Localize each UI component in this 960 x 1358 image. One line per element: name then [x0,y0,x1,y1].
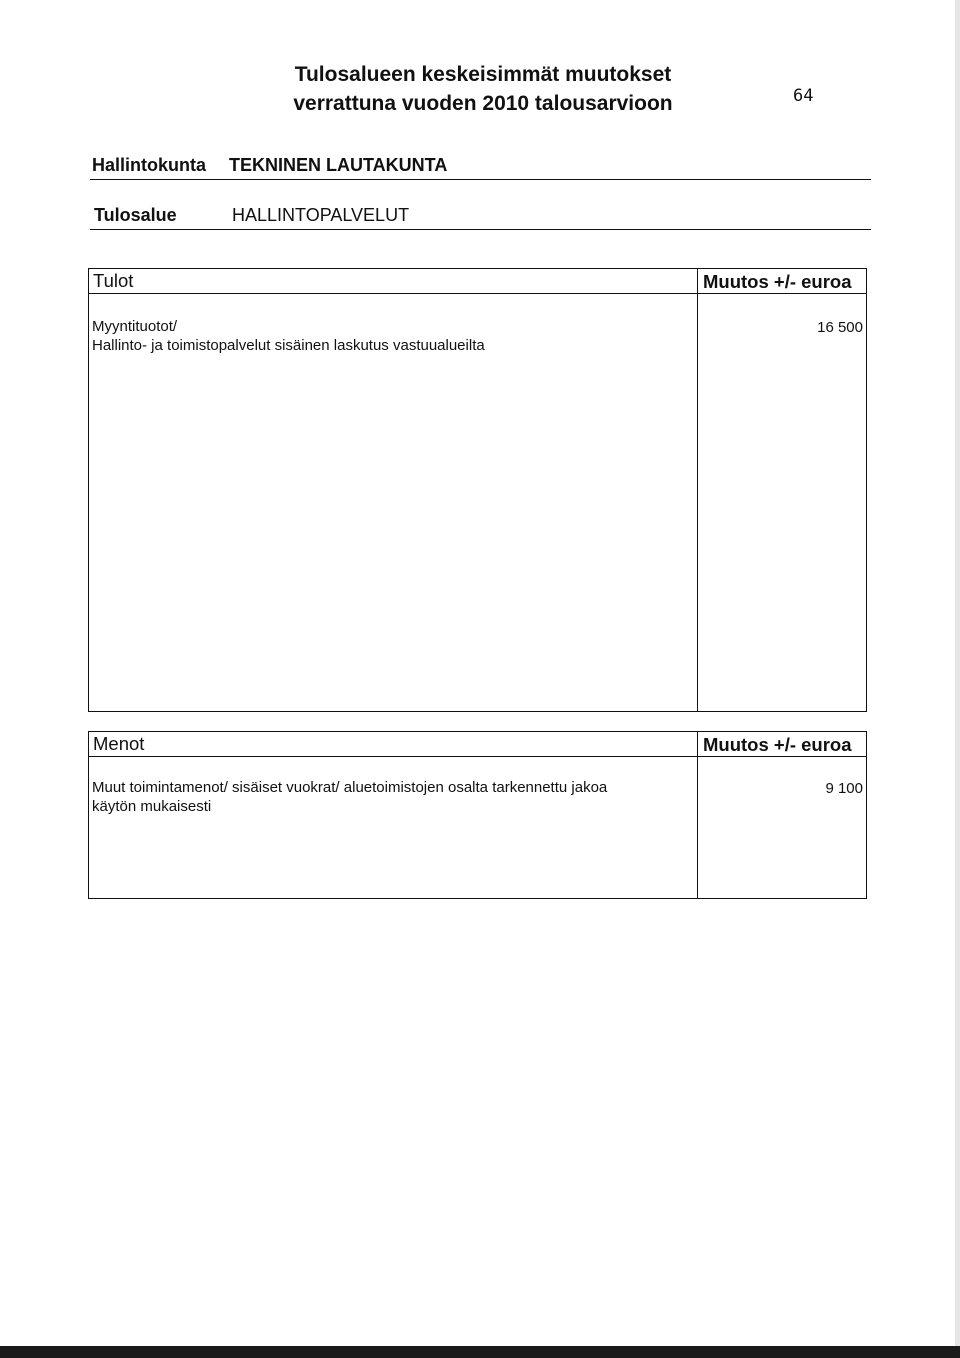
tulosalue-value: HALLINTOPALVELUT [232,205,410,225]
tulot-column-rule [697,269,698,711]
tulosalue-rule [90,229,871,230]
hallintokunta-label: Hallintokunta [92,155,207,175]
menot-column-rule [697,732,698,898]
tulot-column-heading: Muutos +/- euroa [703,271,852,292]
tulot-row-line2: Hallinto- ja toimistopalvelut sisäinen laskutus vastuualueilta [92,337,485,354]
menot-column-heading: Muutos +/- euroa [703,734,852,755]
menot-header-rule [89,756,866,757]
scan-edge-right [955,0,960,1358]
page-title-line2: verrattuna vuoden 2010 talousarvioon [293,92,673,115]
tulot-header-rule [89,293,866,294]
hallintokunta-rule [90,179,871,180]
tulot-row-description [92,317,682,355]
menot-row-line1: Muut toimintamenot/ sisäiset vuokrat/ aluetoimistojen osalta tarkennettu jakoa [92,779,608,796]
page-number: 64 [793,86,814,106]
tulot-row-line1: Myyntituotot/ [92,318,178,335]
hallintokunta-value: TEKNINEN LAUTAKUNTA [229,155,448,175]
menot-row-line2: käytön mukaisesti [92,798,212,815]
tulot-row-amount: 16 500 [817,319,863,336]
menot-table [88,731,867,899]
page-title-line1: Tulosalueen keskeisimmät muutokset [294,63,672,86]
tulot-heading: Tulot [93,270,134,291]
menot-row-amount: 9 100 [825,780,863,797]
scan-edge-bottom [0,1346,960,1358]
tulosalue-label: Tulosalue [94,205,177,225]
menot-heading: Menot [93,733,145,754]
tulot-table [88,268,867,712]
menot-row-description [92,778,682,816]
